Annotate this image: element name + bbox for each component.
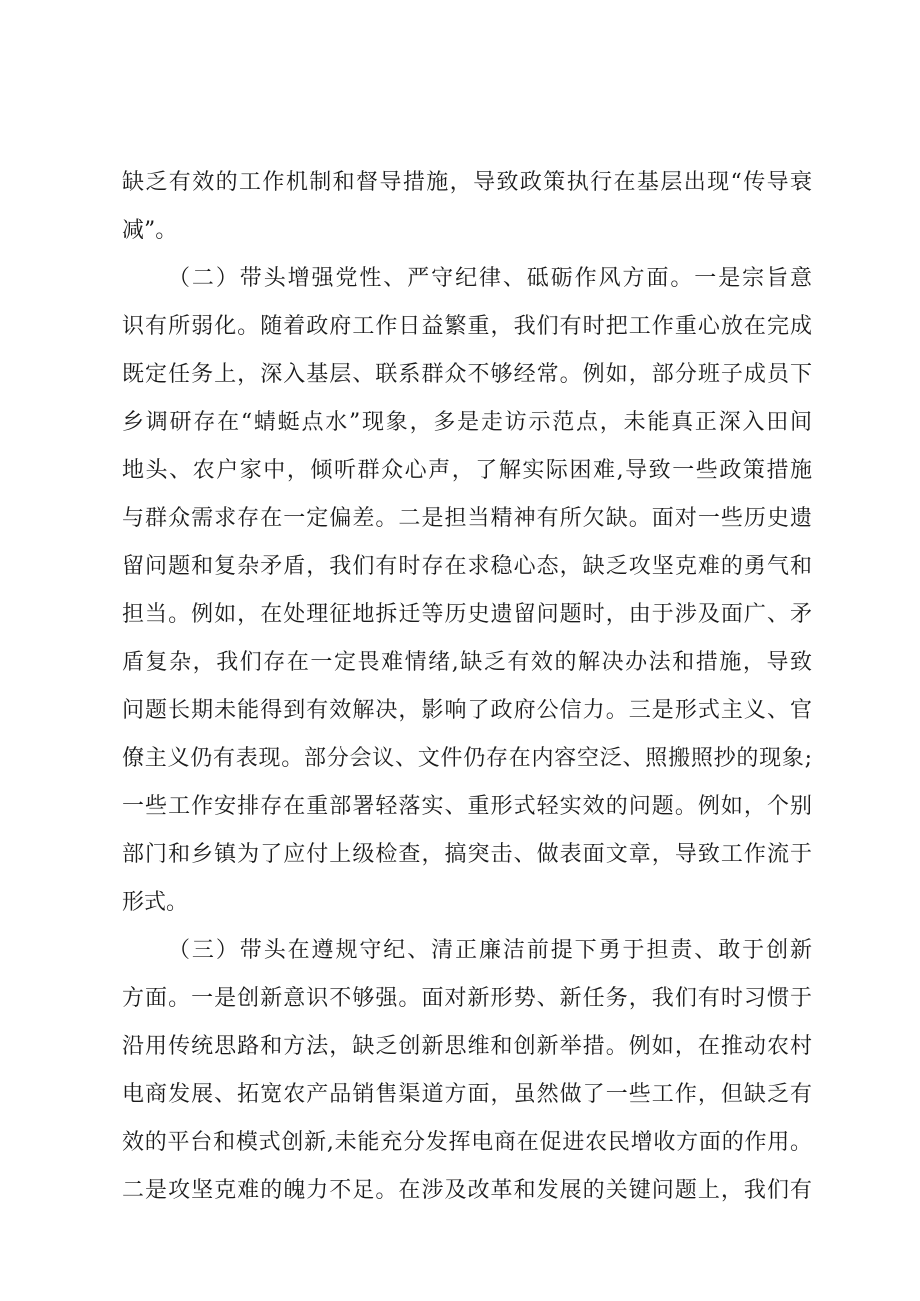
text-line: 识有所弱化。随着政府工作日益繁重，我们有时把工作重心放在完成 — [122, 314, 812, 339]
text-line: 二是攻坚克难的魄力不足。在涉及改革和发展的关键问题上，我们有 — [122, 1178, 812, 1203]
text-line: 形式。 — [122, 890, 189, 915]
text-line: 缺乏有效的工作机制和督导措施，导致政策执行在基层出现“传导衰 — [122, 170, 812, 195]
text-line: 盾复杂，我们存在一定畏难情绪,缺乏有效的解决办法和措施，导致 — [122, 650, 812, 675]
text-line: 电商发展、拓宽农产品销售渠道方面，虽然做了一些工作，但缺乏有 — [122, 1082, 812, 1107]
text-line: 僚主义仍有表现。部分会议、文件仍存在内容空泛、照搬照抄的现象; — [122, 746, 812, 771]
text-line: 效的平台和模式创新,未能充分发挥电商在促进农民增收方面的作用。 — [122, 1130, 812, 1155]
text-line: 乡调研存在“蜻蜓点水”现象，多是走访示范点，未能真正深入田间 — [122, 410, 812, 435]
text-line: 既定任务上，深入基层、联系群众不够经常。例如，部分班子成员下 — [122, 362, 812, 387]
section-heading-line: （二）带头增强党性、严守纪律、砥砺作风方面。一是宗旨意 — [168, 266, 812, 291]
section-heading-line: （三）带头在遵规守纪、清正廉洁前提下勇于担责、敢于创新 — [168, 938, 812, 963]
text-line: 一些工作安排存在重部署轻落实、重形式轻实效的问题。例如，个别 — [122, 794, 812, 819]
text-line: 地头、农户家中，倾听群众心声，了解实际困难,导致一些政策措施 — [122, 458, 812, 483]
text-line: 方面。一是创新意识不够强。面对新形势、新任务，我们有时习惯于 — [122, 986, 812, 1011]
text-line: 担当。例如，在处理征地拆迁等历史遗留问题时，由于涉及面广、矛 — [122, 602, 812, 627]
text-line: 与群众需求存在一定偏差。二是担当精神有所欠缺。面对一些历史遗 — [122, 506, 812, 531]
text-line: 部门和乡镇为了应付上级检查，搞突击、做表面文章，导致工作流于 — [122, 842, 812, 867]
text-line: 沿用传统思路和方法，缺乏创新思维和创新举措。例如，在推动农村 — [122, 1034, 812, 1059]
text-line: 问题长期未能得到有效解决，影响了政府公信力。三是形式主义、官 — [122, 698, 812, 723]
text-line: 留问题和复杂矛盾，我们有时存在求稳心态，缺乏攻坚克难的勇气和 — [122, 554, 812, 579]
text-line: 减”。 — [122, 218, 178, 243]
